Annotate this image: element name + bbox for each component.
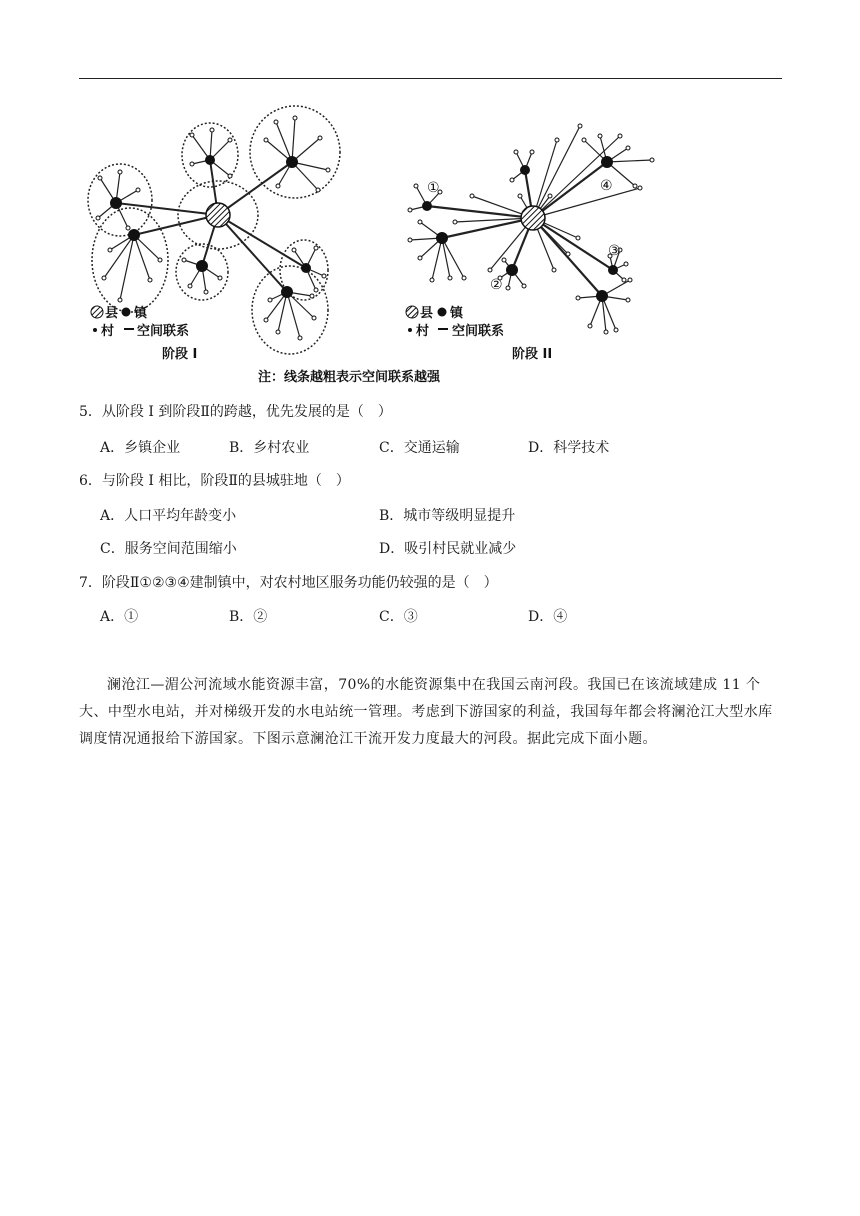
marker-1: ① bbox=[427, 180, 440, 196]
q5-option-b[interactable]: B．乡村农业 bbox=[229, 440, 310, 456]
town-node bbox=[286, 156, 298, 168]
county-legend-icon bbox=[406, 306, 418, 318]
town-legend-icon bbox=[122, 308, 131, 317]
village-legend-icon bbox=[408, 328, 412, 332]
q5-option-a[interactable]: A．乡镇企业 bbox=[100, 440, 181, 456]
q6-option-b[interactable]: B．城市等级明显提升 bbox=[379, 508, 516, 524]
town-legend-icon bbox=[438, 308, 447, 317]
question-7-stem: 7．阶段Ⅱ①②③④建制镇中，对农村地区服务功能仍较强的是（ ） bbox=[79, 575, 498, 591]
legend-county-text: 县 bbox=[105, 306, 119, 321]
town-node bbox=[520, 165, 530, 175]
stage2-label: 阶段 II bbox=[512, 347, 553, 362]
legend-village-text: 村 bbox=[101, 324, 115, 339]
q7-option-c[interactable]: C．③ bbox=[379, 609, 418, 625]
header-rule bbox=[79, 78, 782, 79]
town-node-2 bbox=[506, 264, 518, 276]
passage-paragraph: 澜沧江—湄公河流域水能资源丰富，70%的水能资源集中在我国云南河段。我国已在该流域建成 11 个大、中型水电站，并对梯级开发的水电站统一管理。考虑到下游国家的利益，我国每年都会将澜沧江大型水库调度情况通报给下游国家。下图示意澜沧江干流开发力度最大的河段。据此完成下面小题。 bbox=[79, 677, 773, 747]
q6-option-c[interactable]: C．服务空间范围缩小 bbox=[100, 541, 237, 557]
town-node-4 bbox=[601, 156, 613, 168]
town-node bbox=[110, 197, 122, 209]
town-node bbox=[196, 260, 208, 272]
q7-option-d[interactable]: D．④ bbox=[528, 609, 568, 625]
legend-town-text: 镇 bbox=[134, 306, 148, 321]
legend-town-text: 镇 bbox=[450, 306, 464, 321]
q7-option-b[interactable]: B．② bbox=[229, 609, 268, 625]
stage1-label: 阶段 I bbox=[162, 347, 198, 362]
q5-option-c[interactable]: C．交通运输 bbox=[379, 440, 460, 456]
marker-3: ③ bbox=[608, 243, 621, 259]
q6-option-a[interactable]: A．人口平均年龄变小 bbox=[100, 508, 237, 524]
stage1-diagram bbox=[88, 106, 340, 354]
figure-note: 注：线条越粗表示空间联系越强 bbox=[258, 370, 441, 385]
question-6-stem: 6．与阶段 I 相比，阶段Ⅱ的县城驻地（ ） bbox=[79, 473, 350, 489]
q7-option-a[interactable]: A．① bbox=[100, 609, 139, 625]
legend-link-text: 空间联系 bbox=[137, 324, 190, 339]
question-5-stem: 5．从阶段 I 到阶段Ⅱ的跨越，优先发展的是（ ） bbox=[79, 404, 392, 420]
town-node bbox=[281, 286, 293, 298]
settlement-diagram bbox=[80, 100, 680, 392]
town-node-3 bbox=[608, 265, 618, 275]
marker-2: ② bbox=[490, 277, 503, 293]
town-node-1 bbox=[422, 201, 432, 211]
q6-option-d[interactable]: D．吸引村民就业减少 bbox=[379, 541, 517, 557]
town-node bbox=[301, 263, 311, 273]
town-node bbox=[128, 229, 140, 241]
legend-village-text: 村 bbox=[416, 324, 430, 339]
village-legend-icon bbox=[93, 328, 97, 332]
town-node bbox=[436, 232, 448, 244]
legend-link-text: 空间联系 bbox=[452, 324, 505, 339]
legend-county-text: 县 bbox=[420, 306, 434, 321]
town-node bbox=[205, 155, 215, 165]
town-node bbox=[596, 290, 608, 302]
q5-option-d[interactable]: D．科学技术 bbox=[528, 440, 610, 456]
county-legend-icon bbox=[91, 306, 103, 318]
marker-4: ④ bbox=[600, 178, 613, 194]
county-node bbox=[206, 203, 230, 227]
county-node bbox=[521, 206, 545, 230]
